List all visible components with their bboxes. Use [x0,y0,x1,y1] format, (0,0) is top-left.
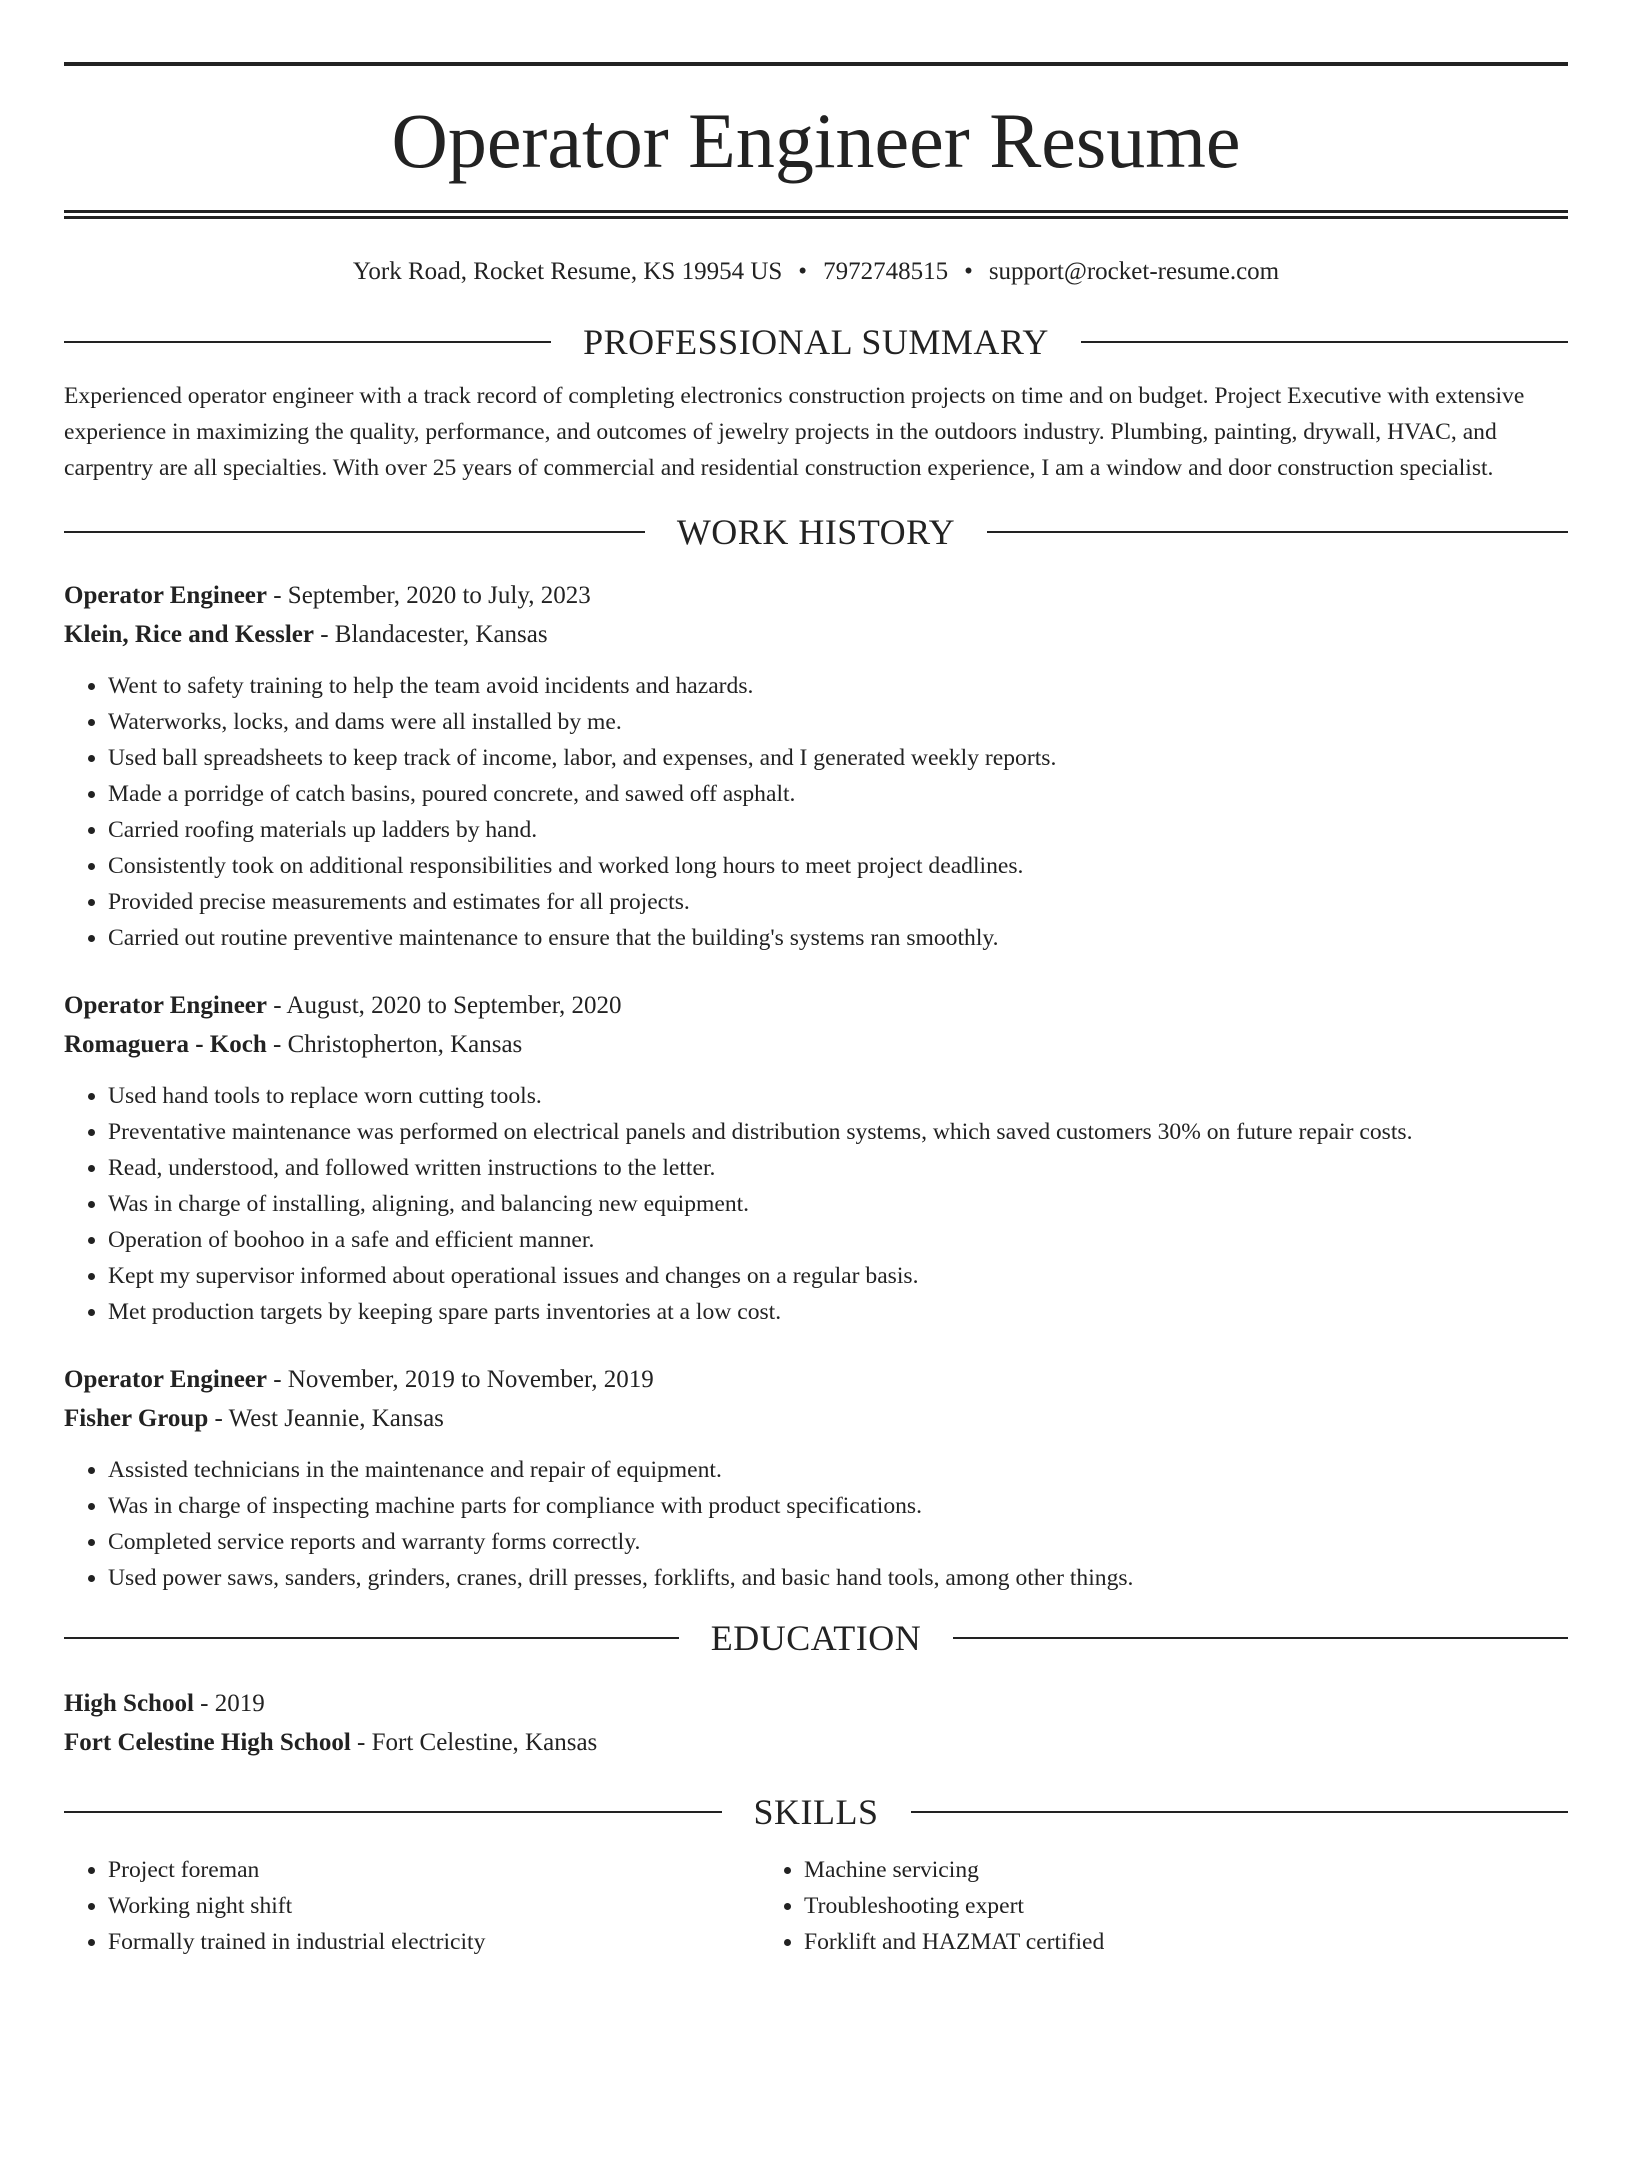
section-header-skills [64,1790,1568,1834]
job-company-line [64,1399,1568,1438]
list-item: • Read, understood, and followed written instructions to the letter. [108,1150,1568,1186]
contact-separator: • [964,258,973,285]
skills-list-right [760,1852,1456,1960]
job-dates: - November, 2019 to November, 2019 [266,1366,654,1393]
job-location: - Christopherton, Kansas [266,1031,523,1058]
job-title-line [64,986,1568,1025]
education-school-line [64,1723,1568,1762]
page-title: Operator Engineer Resume [391,97,1241,184]
resume-page [0,62,1632,2174]
list-item: • Was in charge of installing, aligning, and balancing new equipment. [108,1186,1568,1222]
list-item: • Provided precise measurements and estimates for all projects. [108,884,1568,920]
job-entry [64,1360,1568,1596]
job-company-line [64,1025,1568,1064]
list-item: • Carried roofing materials up ladders by hand. [108,812,1568,848]
contact-separator: • [798,258,808,285]
list-item: • Preventative maintenance was performed on electrical panels and distribution systems, which saved customers 30% on future repair costs. [108,1114,1568,1150]
list-item: • Met production targets by keeping spare parts inventories at a low cost. [108,1294,1568,1330]
list-item: • Formally trained in industrial electricity [108,1924,760,1960]
list-item: • Kept my supervisor informed about operational issues and changes on a regular basis. [108,1258,1568,1294]
job-dates: - August, 2020 to September, 2020 [266,992,622,1019]
job-bullets [64,1078,1568,1330]
job-title: Operator Engineer [64,992,267,1019]
list-item: • Carried out routine preventive maintenance to ensure that the building's systems ran smoothly. [108,920,1568,956]
education-degree-line [64,1684,1568,1723]
job-location: - Blandacester, Kansas [313,621,548,648]
section-rule [953,1637,1568,1639]
list-item: • Operation of boohoo in a safe and efficient manner. [108,1222,1568,1258]
section-title: SKILLS [753,1792,879,1832]
list-item: • Waterworks, locks, and dams were all installed by me. [108,704,1568,740]
list-item: • Machine servicing [804,1852,1456,1888]
section-header-education [64,1616,1568,1660]
job-bullets [64,1452,1568,1596]
section-rule [64,1811,722,1813]
title-double-rule [64,210,1568,219]
job-title-line [64,576,1568,615]
job-entry [64,576,1568,956]
education-year: - 2019 [193,1690,265,1717]
contact-line [64,254,1568,290]
list-item: • Used ball spreadsheets to keep track of income, labor, and expenses, and I generated weekly reports. [108,740,1568,776]
job-title: Operator Engineer [64,582,267,609]
skills-list-left [64,1852,760,1960]
section-rule [64,531,645,533]
section-header-work-history [64,510,1568,554]
list-item: • Forklift and HAZMAT certified [804,1924,1456,1960]
list-item: • Used power saws, sanders, grinders, cranes, drill presses, forklifts, and basic hand tools, among other things. [108,1560,1568,1596]
education-entry [64,1684,1568,1762]
contact-address: York Road, Rocket Resume, KS 19954 US [352,258,783,285]
education-degree: High School [64,1690,194,1717]
section-rule [911,1811,1569,1813]
job-title: Operator Engineer [64,1366,267,1393]
section-header-summary [64,320,1568,364]
job-company: Fisher Group [64,1405,209,1432]
job-bullets [64,668,1568,956]
list-item: • Consistently took on additional responsibilities and worked long hours to meet project deadlines. [108,848,1568,884]
education-school: Fort Celestine High School [64,1729,351,1756]
education-location: - Fort Celestine, Kansas [350,1729,598,1756]
section-rule [64,341,551,343]
list-item: • Completed service reports and warranty forms correctly. [108,1524,1568,1560]
list-item: • Project foreman [108,1852,760,1888]
section-rule [1081,341,1568,343]
section-rule [64,1637,679,1639]
list-item: • Working night shift [108,1888,760,1924]
section-title: PROFESSIONAL SUMMARY [583,322,1049,362]
list-item: • Made a porridge of catch basins, poured concrete, and sawed off asphalt. [108,776,1568,812]
contact-phone: 7972748515 [823,258,949,285]
list-item: • Used hand tools to replace worn cutting tools. [108,1078,1568,1114]
top-rule [64,62,1568,66]
job-title-line [64,1360,1568,1399]
list-item: • Was in charge of inspecting machine parts for compliance with product specifications. [108,1488,1568,1524]
section-rule [987,531,1568,533]
list-item: • Assisted technicians in the maintenance and repair of equipment. [108,1452,1568,1488]
contact-email: support@rocket-resume.com [988,258,1280,285]
section-title: EDUCATION [710,1618,922,1658]
list-item: • Troubleshooting expert [804,1888,1456,1924]
job-entry [64,986,1568,1330]
summary-text: Experienced operator engineer with a track record of completing electronics construction projects on time and on budget. Project Executive with extensive experience in maximizing the quality, performance, and outcomes of jewelry projects in the outdoors industry. Plumbing, painting, drywall, HVAC, and carpentry are all specialties. With over 25 years of commercial and residential construction experience, I am a window and door construction specialist. [64,383,1525,481]
job-dates: - September, 2020 to July, 2023 [266,582,591,609]
job-company: Klein, Rice and Kessler [64,621,314,648]
section-title: WORK HISTORY [676,512,956,552]
job-location: - West Jeannie, Kansas [208,1405,444,1432]
skills-columns [64,1852,1568,1960]
list-item: • Went to safety training to help the team avoid incidents and hazards. [108,668,1568,704]
job-company-line [64,615,1568,654]
job-company: Romaguera - Koch [64,1031,267,1058]
